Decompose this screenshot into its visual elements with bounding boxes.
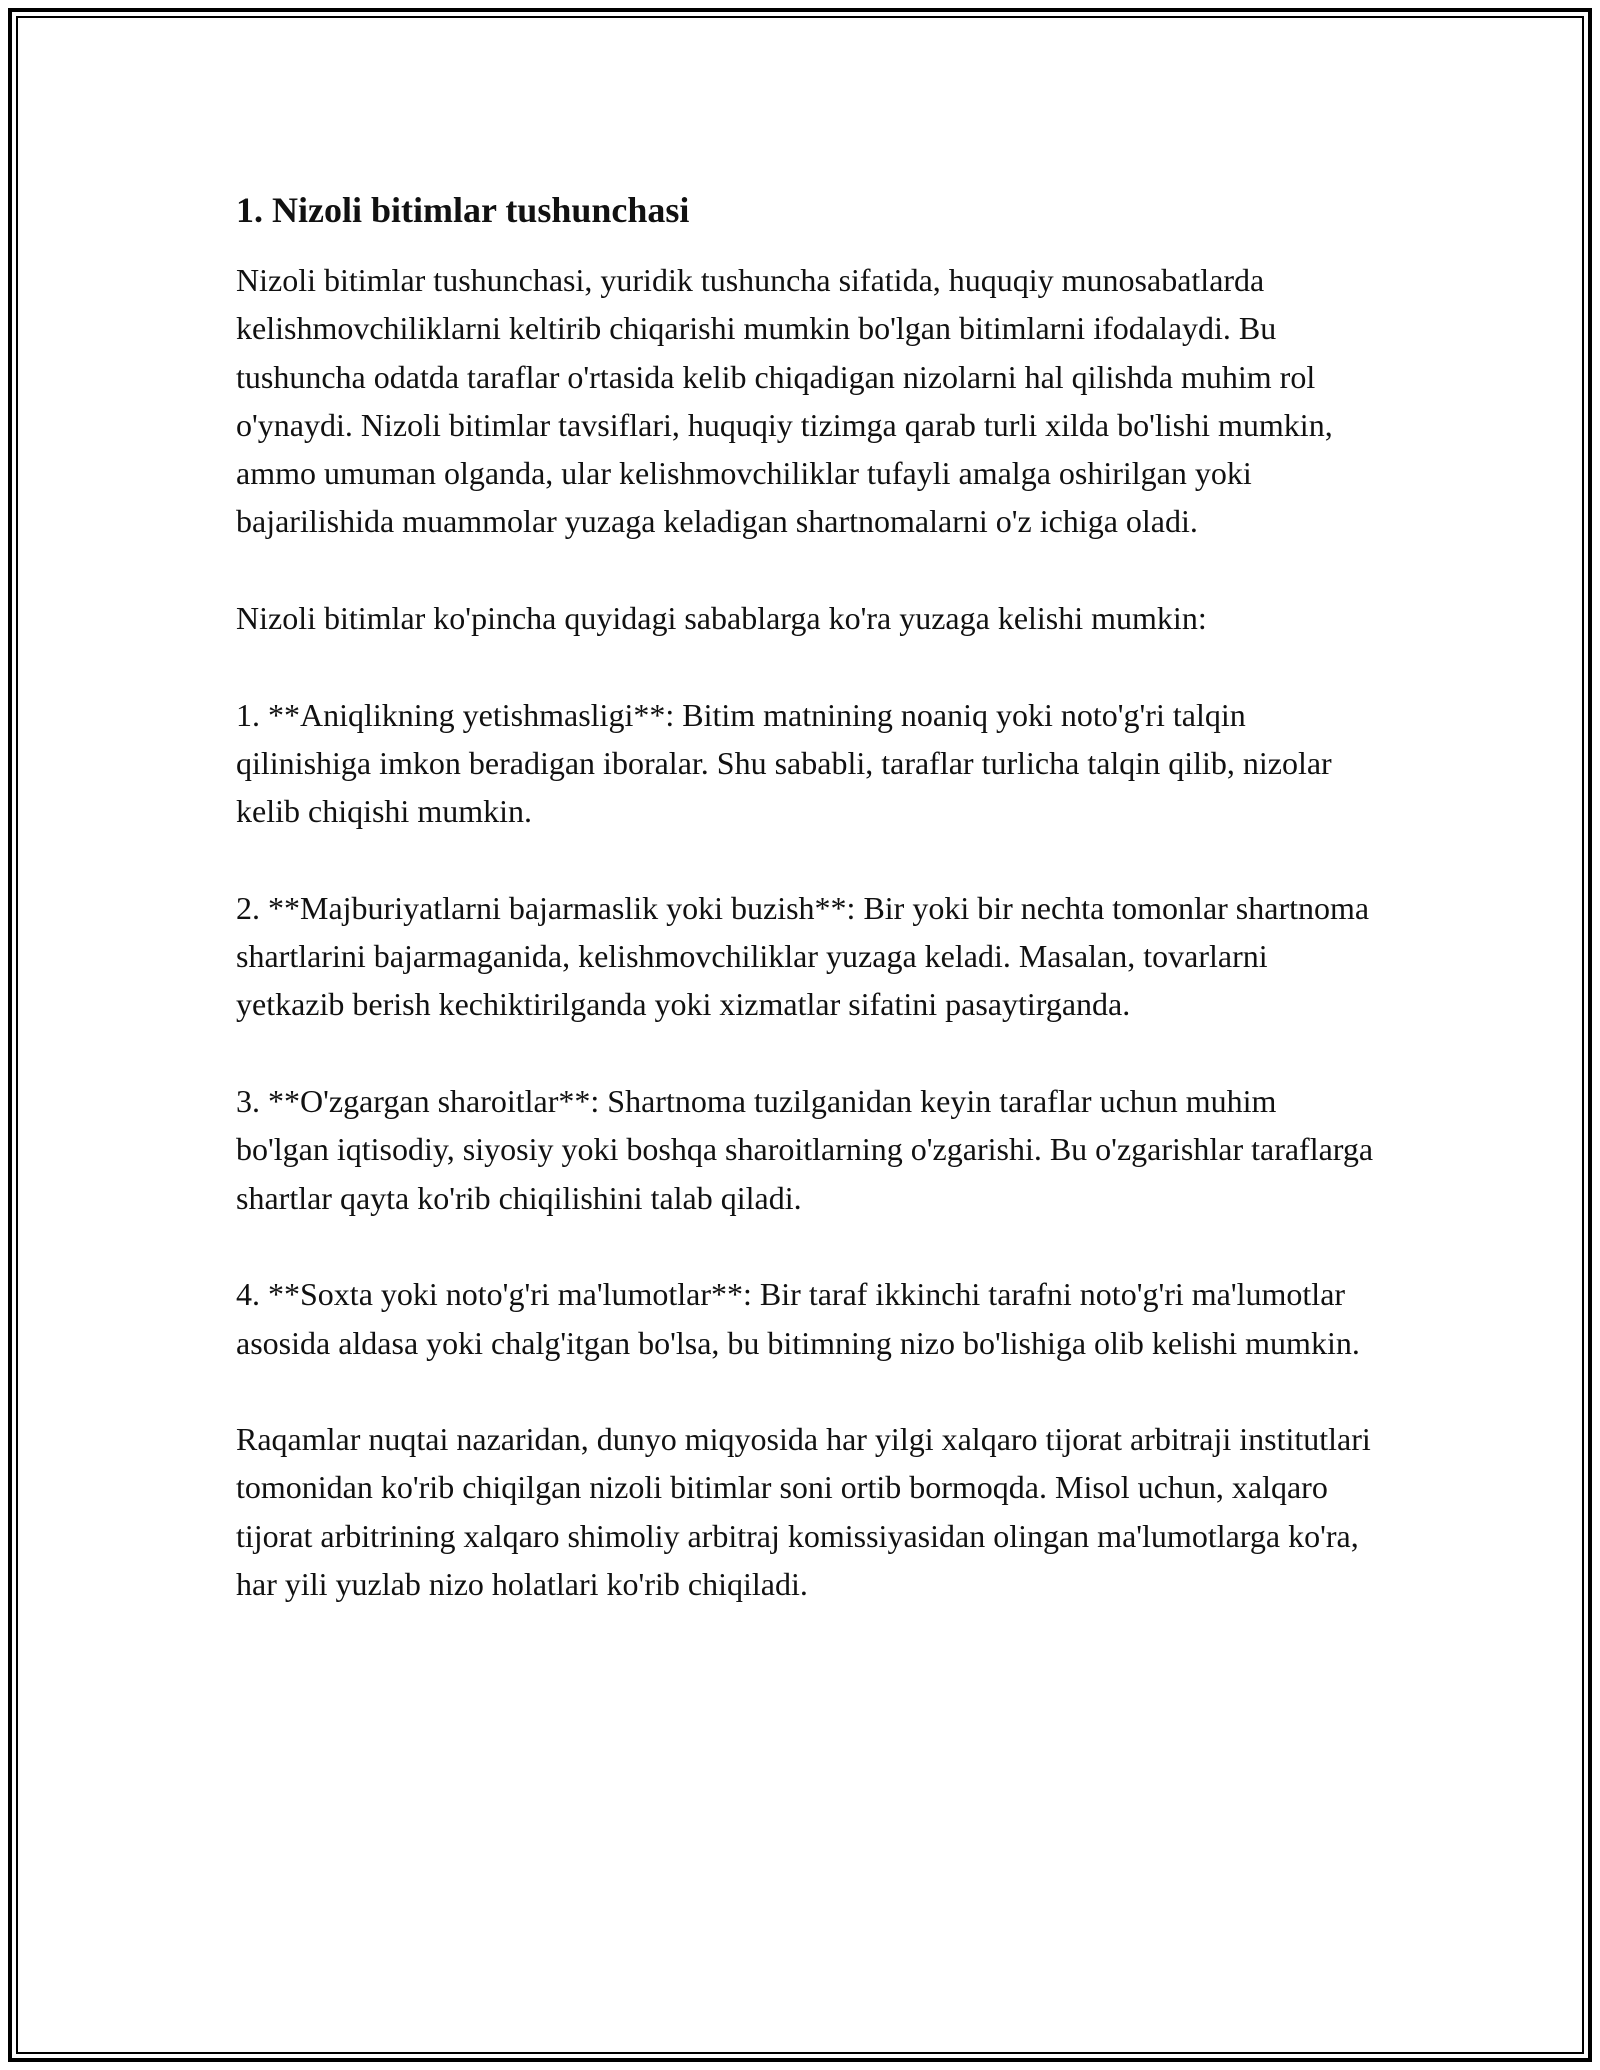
reason-item-3: 3. **O'zgargan sharoitlar**: Shartnoma tuzilganidan keyin taraflar uchun muhim bo'lgan iqtisodiy, siyosiy yoki boshqa sharoitlarning o'zgarishi. Bu o'zgarishlar taraflarga shartlar qayta ko'rib chiqilishini talab qiladi. bbox=[236, 1083, 1374, 1216]
intro-paragraph: Nizoli bitimlar tushunchasi, yuridik tushuncha sifatida, huquqiy munosabatlarda kelishmovchiliklarni keltirib chiqarishi mumkin bo'lgan bitimlarni ifodalaydi. Bu tushuncha odatda taraflar o'rtasida kelib chiqadigan nizolarni hal qilishda muhim rol o'ynaydi. Nizoli bitimlar tavsiflari, huquqiy tizimga qarab turli xilda bo'lishi mumkin, ammo umuman olganda, ular kelishmovchiliklar tufayli amalga oshirilgan yoki bajarilishida muammolar yuzaga keladigan shartnomalarni o'z ichiga oladi. bbox=[236, 262, 1333, 540]
reasons-lead-paragraph: Nizoli bitimlar ko'pincha quyidagi sabablarga ko'ra yuzaga kelishi mumkin: bbox=[236, 600, 1207, 637]
document-body bbox=[236, 186, 1376, 1657]
section-heading: 1. Nizoli bitimlar tushunchasi bbox=[236, 190, 690, 230]
statistics-paragraph: Raqamlar nuqtai nazaridan, dunyo miqyosida har yilgi xalqaro tijorat arbitraji institutlari tomonidan ko'rib chiqilgan nizoli bitimlar soni ortib bormoqda. Misol uchun, xalqaro tijorat arbitrining xalqaro shimoliy arbitraj komissiyasidan olingan ma'lumotlarga ko'ra, har yili yuzlab nizo holatlari ko'rib chiqiladi. bbox=[236, 1421, 1371, 1603]
reason-item-1: 1. **Aniqlikning yetishmasligi**: Bitim matnining noaniq yoki noto'g'ri talqin qilinishiga imkon beradigan iboralar. Shu sababli, taraflar turlicha talqin qilib, nizolar kelib chiqishi mumkin. bbox=[236, 696, 1332, 830]
reason-item-2: 2. **Majburiyatlarni bajarmaslik yoki buzish**: Bir yoki bir nechta tomonlar shartnoma shartlarini bajarmaganida, kelishmovchiliklar yuzaga keladi. Masalan, tovarlarni yetkazib berish kechiktirilganda yoki xizmatlar sifatini pasaytirganda. bbox=[236, 889, 1370, 1023]
reason-item-4: 4. **Soxta yoki noto'g'ri ma'lumotlar**: Bir taraf ikkinchi tarafni noto'g'ri ma'lumotlar asosida aldasa yoki chalg'itgan bo'lsa, bu bitimning nizo bo'lishiga olib kelishi mumkin. bbox=[236, 1276, 1360, 1361]
